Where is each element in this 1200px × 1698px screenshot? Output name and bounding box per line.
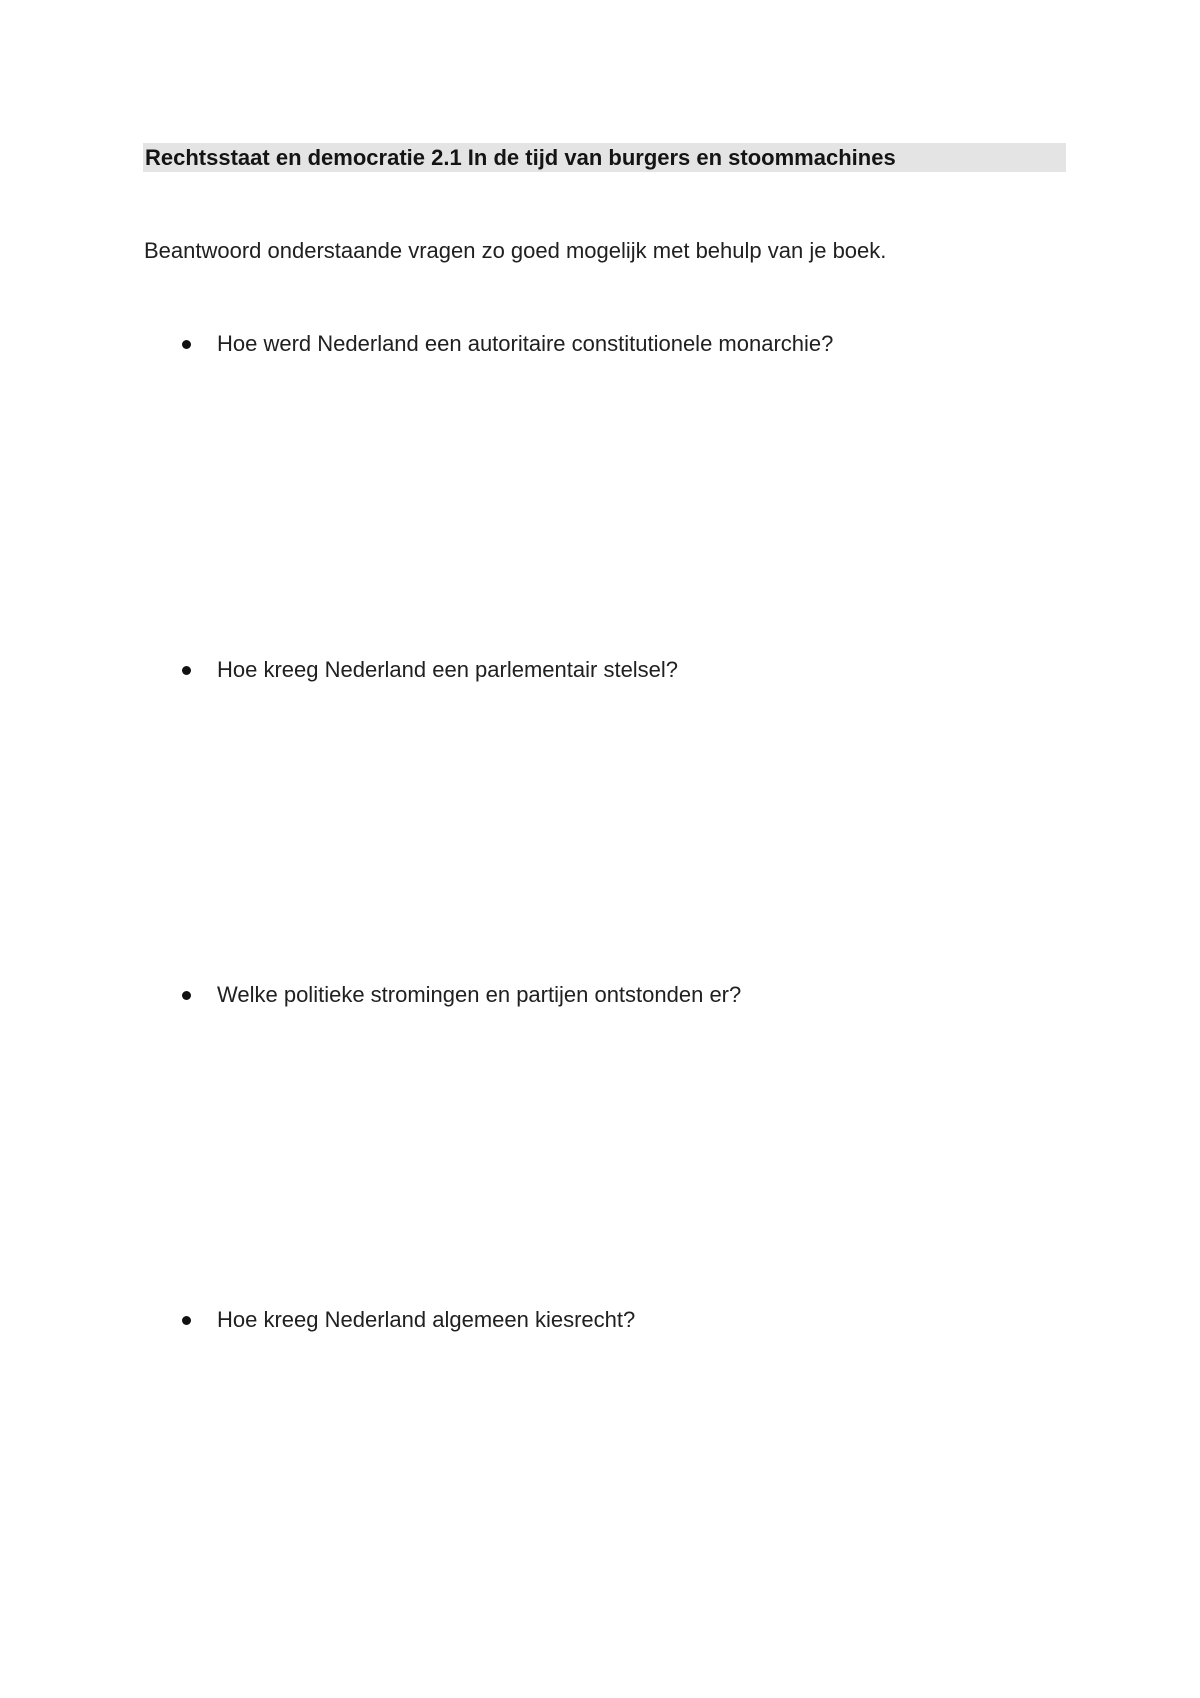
question-item: [0, 657, 1200, 683]
question-text: Hoe werd Nederland een autoritaire constitutionele monarchie?: [217, 331, 834, 356]
question-text: Hoe kreeg Nederland een parlementair stelsel?: [217, 657, 679, 682]
question-item: [0, 982, 1200, 1008]
question-text: Hoe kreeg Nederland algemeen kiesrecht?: [217, 1307, 636, 1332]
intro-text: Beantwoord onderstaande vragen zo goed mogelijk met behulp van je boek.: [144, 238, 887, 263]
question-item: [0, 1307, 1200, 1333]
bullet-icon: [182, 991, 191, 1000]
bullet-icon: [182, 666, 191, 675]
bullet-icon: [182, 340, 191, 349]
bullet-icon: [182, 1316, 191, 1325]
page-title: Rechtsstaat en democratie 2.1 In de tijd van burgers en stoommachines: [145, 145, 896, 170]
question-item: [0, 331, 1200, 357]
question-text: Welke politieke stromingen en partijen ontstonden er?: [217, 982, 742, 1007]
